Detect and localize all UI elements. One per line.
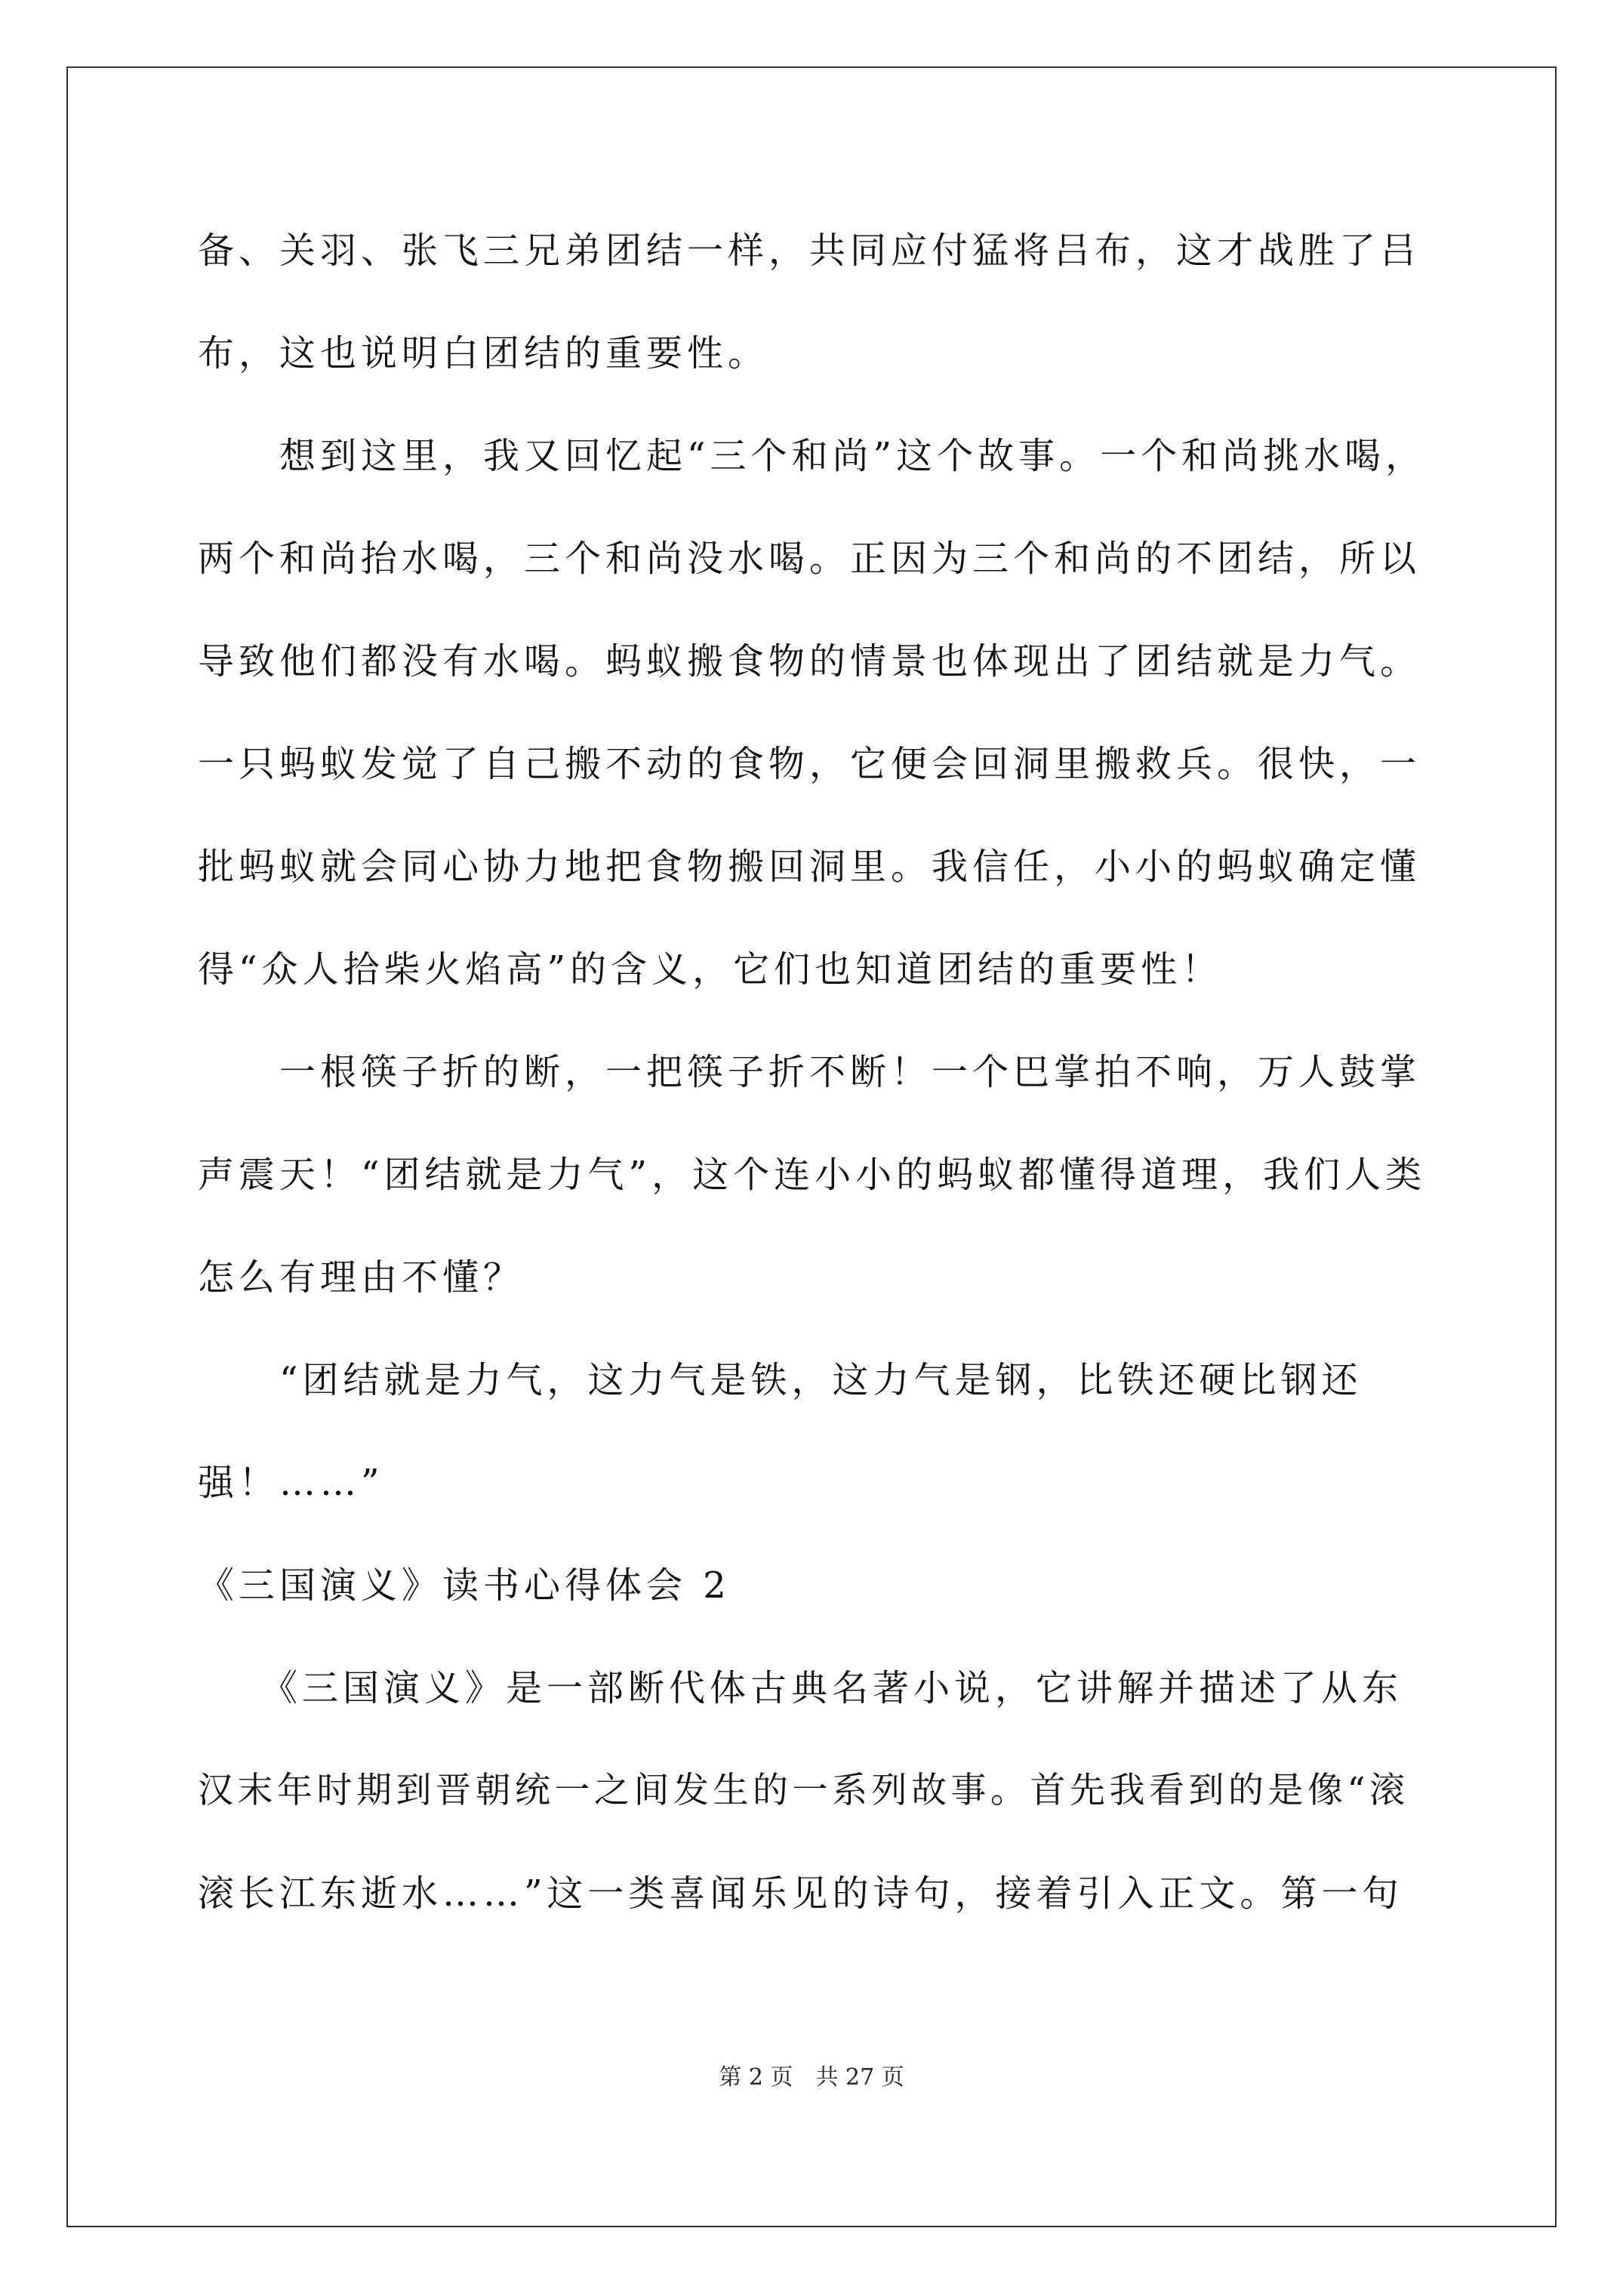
- text-line: 两个和尚抬水喝，三个和尚没水喝。正因为三个和尚的不团结，所以: [198, 538, 1421, 580]
- text-line: 《三国演义》是一部断代体古典名著小说，它讲解并描述了从东: [198, 1667, 1403, 1709]
- text-line: 导致他们都没有水喝。蚂蚁搬食物的情景也体现出了团结就是力气。: [198, 640, 1421, 683]
- text-line: 想到这里，我又回忆起“三个和尚”这个故事。一个和尚挑水喝，: [198, 435, 1427, 477]
- text-line: 一只蚂蚁发觉了自己搬不动的食物，它便会回洞里搬救兵。很快，一: [198, 743, 1421, 785]
- page-total: 共 27 页: [815, 2064, 904, 2091]
- text-line: 备、关羽、张飞三兄弟团结一样，共同应付猛将吕布，这才战胜了吕: [198, 230, 1421, 272]
- text-line: 布，这也说明白团结的重要性。: [198, 332, 769, 374]
- text-line: 得“众人拾柴火焰高”的含义，它们也知道团结的重要性！: [198, 948, 1223, 991]
- text-line: 汉末年时期到晋朝统一之间发生的一系列故事。首先我看到的是像“滚: [198, 1770, 1409, 1811]
- page-number: 第 2 页: [719, 2064, 793, 2091]
- text-line: 一根筷子折的断，一把筷子折不断！一个巴掌拍不响，万人鼓掌: [198, 1051, 1421, 1093]
- text-line: “团结就是力气，这力气是铁，这力气是钢，比铁还硬比钢还: [198, 1359, 1363, 1401]
- section-heading: 《三国演义》读书心得体会 2: [198, 1564, 731, 1607]
- text-line: 强！……”: [198, 1462, 384, 1504]
- page-footer: [0, 2063, 1623, 2093]
- text-line: 滚长江东逝水……”这一类喜闻乐见的诗句，接着引入正文。第一句: [198, 1872, 1403, 1915]
- text-line: 批蚂蚁就会同心协力地把食物搬回洞里。我信任，小小的蚂蚁确定懂: [198, 846, 1421, 888]
- text-line: 声震天！“团结就是力气”，这个连小小的蚂蚁都懂得道理，我们人类: [198, 1154, 1427, 1196]
- text-line: 怎么有理由不懂？: [198, 1256, 525, 1299]
